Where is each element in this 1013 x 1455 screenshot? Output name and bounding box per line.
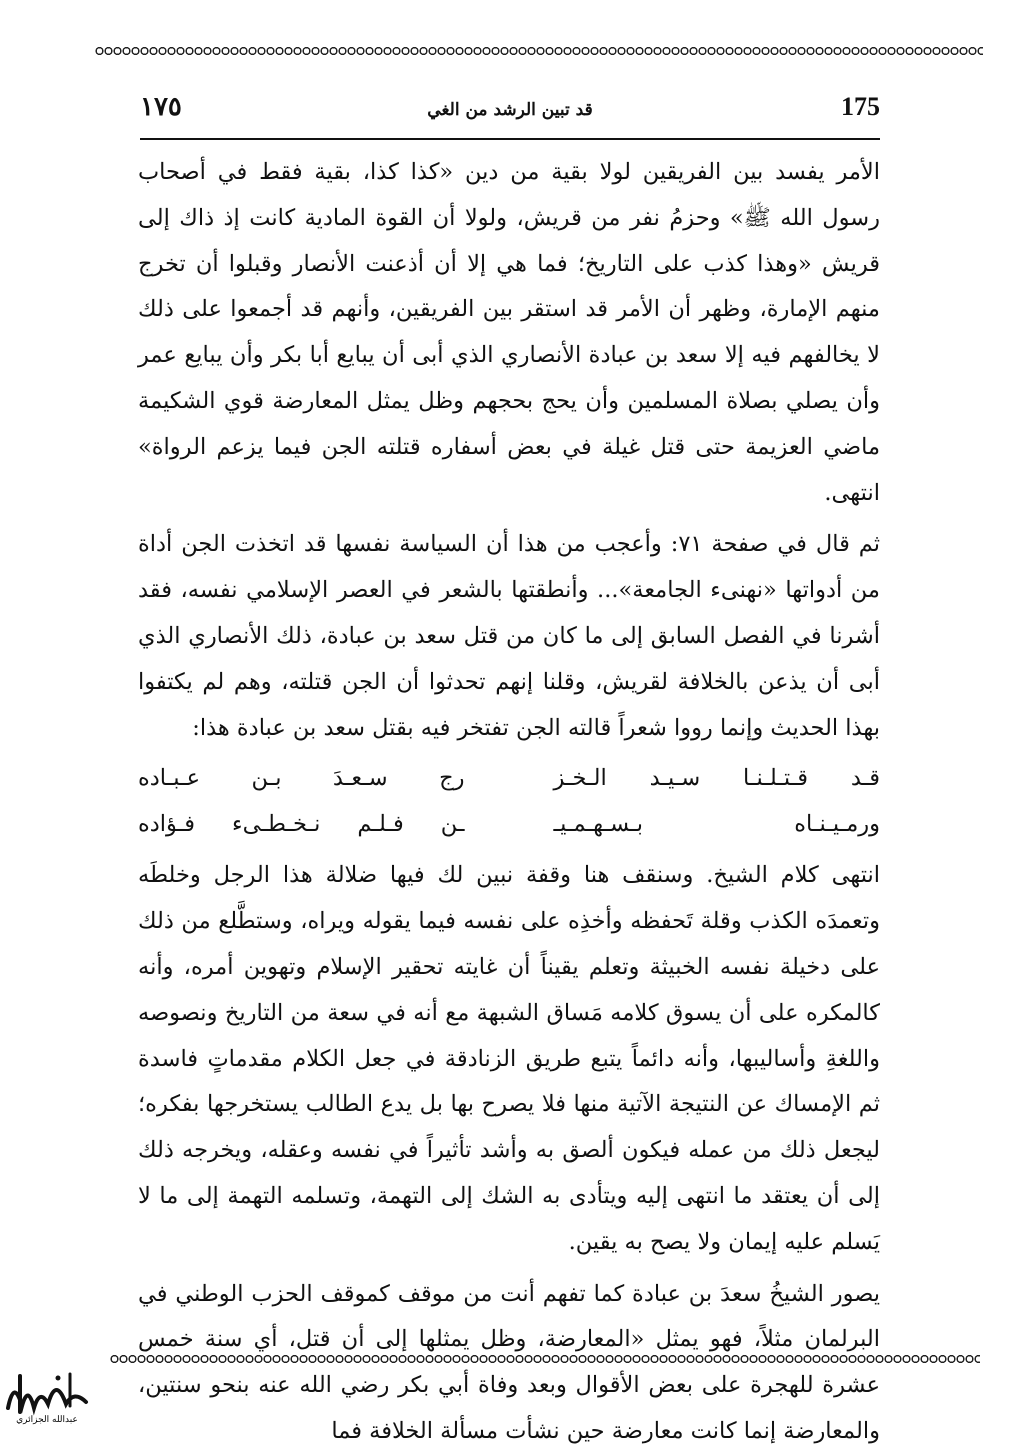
verse-line-1 xyxy=(138,755,880,801)
paragraph-1: الأمر يفسد بين الفريقين لولا بقية من دين «كذا كذا، بقية فقط في أصحاب رسول الله ﷺ» وحزمُ نفر من قريش، ولولا أن القوة المادية كانت إذ ذاك إلى قريش «وهذا كذب على التاريخ؛ فما هي إلا أن أذعنت الأنصار وقبلوا أن تخرج منهم الإمارة، وظهر أن الأمر قد استقر بين الفريقين، وأنهم قد أجمعوا على ذلك لا يخالفهم فيه إلا سعد بن عبادة الأنصاري الذي أبى أن يبايع أبا بكر وأن يبايع عمر وأن يصلي بصلاة المسلمين وأن يحج بحجهم وظل يمثل المعارضة قوي الشكيمة ماضي العزيمة حتى قتل غيلة في بعض أسفاره قتلته الجن فيما يزعم الرواة» انتهى. xyxy=(138,159,880,506)
verse-2-first-half: ورمـيـنـاه بـسـهـمـيـ xyxy=(553,811,880,838)
poem xyxy=(138,755,880,847)
stamp-small-text: عبدالله الجزائري xyxy=(16,1415,78,1425)
paragraph-2: ثم قال في صفحة ٧١: وأعجب من هذا أن السياسة نفسها قد اتخذت الجن أداة من أدواتها «نهنىء الجامعة»... وأنطقتها بالشعر في العصر الإسلامي نفسه، فقد أشرنا في الفصل السابق إلى ما كان من قتل سعد بن عبادة، ذلك الأنصاري الذي أبى أن يذعن بالخلافة لقريش، وقلنا إنهم تحدثوا أن الجن قتلته، وهم لم يكتفوا بهذا الحديث وإنما رووا شعراً قالته الجن تفتخر فيه بقتل سعد بن عبادة هذا: xyxy=(138,531,880,741)
paragraph-4: يصور الشيخُ سعدَ بن عبادة كما تفهم أنت من موقف كموقف الحزب الوطني في البرلمان مثلاً، فهو يمثل «المعارضة، وظل يمثلها إلى أن قتل، أي سنة خمس عشرة للهجرة على بعض الأقوال وبعد وفاة أبي بكر رضي الله عنه بنحو سنتين، والمعارضة إنما كانت معارضة حين نشأت مسألة الخلافة فما xyxy=(138,1280,880,1444)
verse-1-second-half: رج سـعـدَ بـن عـبـاده xyxy=(138,765,465,792)
page-number-arabic: ١٧٥ xyxy=(140,92,182,122)
verse-line-2 xyxy=(138,801,880,847)
paragraph-3: انتهى كلام الشيخ. وسنقف هنا وقفة نبين لك فيها ضلالة هذا الرجل وخلطَه وتعمدَه الكذب وقلة تَحفظه وأخذِه على نفسه فيما يقوله ويراه، وستطَّلع من ذلك على دخيلة نفسه الخبيثة وتعلم يقيناً أن غايته تحقير الإسلام وتهوين أمره، وأنه كالمكره على أن يسوق كلامه مَساق الشبهة مع أنه في سعة من التاريخ ونصوصه واللغةِ وأساليبها، وأنه دائماً يتبع طريق الزنادقة في جعل الكلام مقدماتٍ فاسدة ثم الإمساك عن النتيجة الآتية منها فلا يصرح بها بل يدع الطالب يستخرجها بفكره؛ ليجعل ذلك من عمله فيكون ألصق به وأشد تأثيراً في نفسه وعقله، ويخرجه ذلك إلى أن يعتقد ما انتهى إليه ويتأدى به الشك إلى التهمة، وتسلمه التهمة إلى ما لا يَسلم عليه إيمان ولا يصح به يقين. xyxy=(138,862,880,1255)
verse-1-first-half: قـد قـتـلـنـا سـيـد الـخـز xyxy=(553,765,880,792)
stamp-calligraphy-icon xyxy=(0,1368,95,1425)
bottom-ornamental-border xyxy=(110,1352,980,1366)
running-title: قد تبين الرشد من الغي xyxy=(427,100,593,120)
library-stamp-logo xyxy=(0,1368,95,1425)
page-body xyxy=(138,150,880,1455)
top-ornamental-border xyxy=(95,44,983,58)
verse-2-second-half: ـن فـلـم نـخـطـىء فـؤاده xyxy=(138,811,465,838)
page-header xyxy=(140,92,880,140)
page-number-latin: 175 xyxy=(841,92,880,121)
